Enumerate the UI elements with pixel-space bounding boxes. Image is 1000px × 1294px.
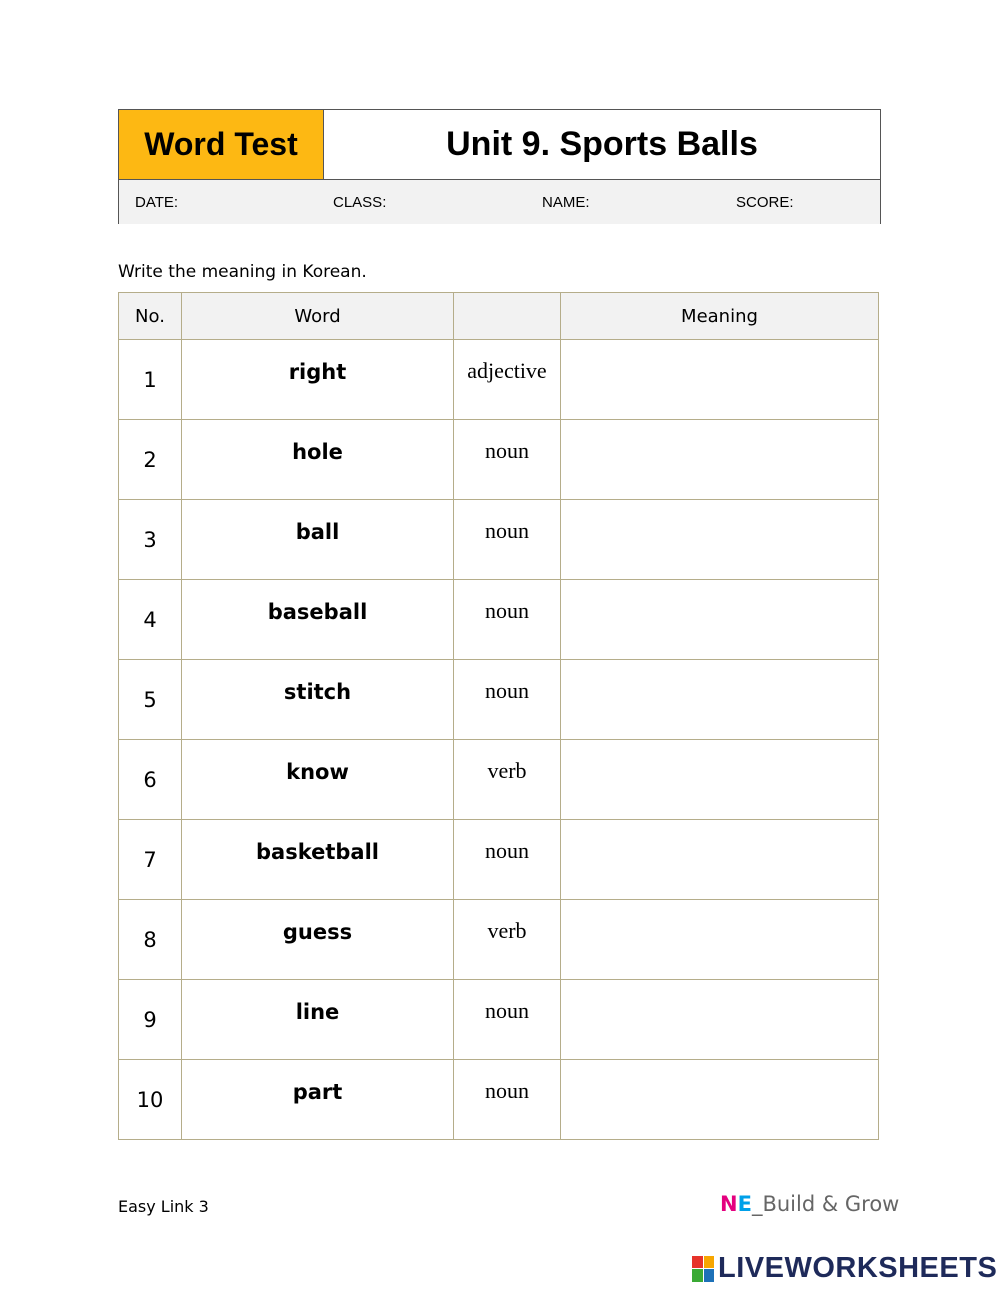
meaning-answer-cell[interactable] [561,420,879,500]
table-row [119,820,879,900]
row-part-of-speech: adjective [454,340,561,420]
row-number: 2 [119,420,182,500]
column-header-pos [454,293,561,340]
row-word: know [182,740,454,820]
header-top [119,110,880,180]
test-header [118,109,881,224]
meaning-answer-cell[interactable] [561,500,879,580]
table-row [119,740,879,820]
word-test-badge: Word Test [119,110,324,179]
score-label: SCORE: [736,194,794,211]
liveworksheets-text: LIVEWORKSHEETS [718,1252,998,1284]
meaning-answer-cell[interactable] [561,580,879,660]
unit-title: Unit 9. Sports Balls [446,125,758,163]
table-row [119,420,879,500]
row-part-of-speech: noun [454,980,561,1060]
row-part-of-speech: noun [454,820,561,900]
meaning-answer-cell[interactable] [561,660,879,740]
table-row [119,340,879,420]
row-word: part [182,1060,454,1140]
brand-rest: _Build & Grow [751,1192,900,1216]
column-header-no: No. [119,293,182,340]
meaning-answer-cell[interactable] [561,740,879,820]
column-header-meaning: Meaning [561,293,879,340]
row-word: ball [182,500,454,580]
row-number: 9 [119,980,182,1060]
publisher-logo [720,1192,899,1216]
row-word: guess [182,900,454,980]
name-label: NAME: [542,194,590,211]
row-part-of-speech: noun [454,500,561,580]
column-header-word: Word [182,293,454,340]
table-header-row [119,293,879,340]
date-label: DATE: [135,194,179,211]
table-row [119,900,879,980]
row-part-of-speech: verb [454,740,561,820]
row-number: 3 [119,500,182,580]
table-row [119,660,879,740]
row-word: line [182,980,454,1060]
liveworksheets-logo [692,1252,997,1285]
row-word: right [182,340,454,420]
meaning-answer-cell[interactable] [561,1060,879,1140]
student-info-row [119,180,880,224]
row-part-of-speech: verb [454,900,561,980]
table-row [119,500,879,580]
table-row [119,1060,879,1140]
word-table [118,292,879,1140]
row-number: 5 [119,660,182,740]
meaning-answer-cell[interactable] [561,340,879,420]
row-part-of-speech: noun [454,1060,561,1140]
meaning-answer-cell[interactable] [561,980,879,1060]
row-word: basketball [182,820,454,900]
meaning-answer-cell[interactable] [561,820,879,900]
row-number: 10 [119,1060,182,1140]
brand-e: E [737,1192,752,1216]
instruction: Write the meaning in Korean. [118,262,367,282]
row-part-of-speech: noun [454,420,561,500]
row-number: 7 [119,820,182,900]
row-number: 6 [119,740,182,820]
row-part-of-speech: noun [454,660,561,740]
row-number: 4 [119,580,182,660]
liveworksheets-icon [692,1256,714,1282]
row-part-of-speech: noun [454,580,561,660]
class-label: CLASS: [333,194,387,211]
row-word: hole [182,420,454,500]
table-row [119,980,879,1060]
table-row [119,580,879,660]
row-number: 8 [119,900,182,980]
book-title: Easy Link 3 [118,1197,209,1216]
row-number: 1 [119,340,182,420]
meaning-answer-cell[interactable] [561,900,879,980]
brand-n: N [720,1192,738,1216]
row-word: baseball [182,580,454,660]
row-word: stitch [182,660,454,740]
